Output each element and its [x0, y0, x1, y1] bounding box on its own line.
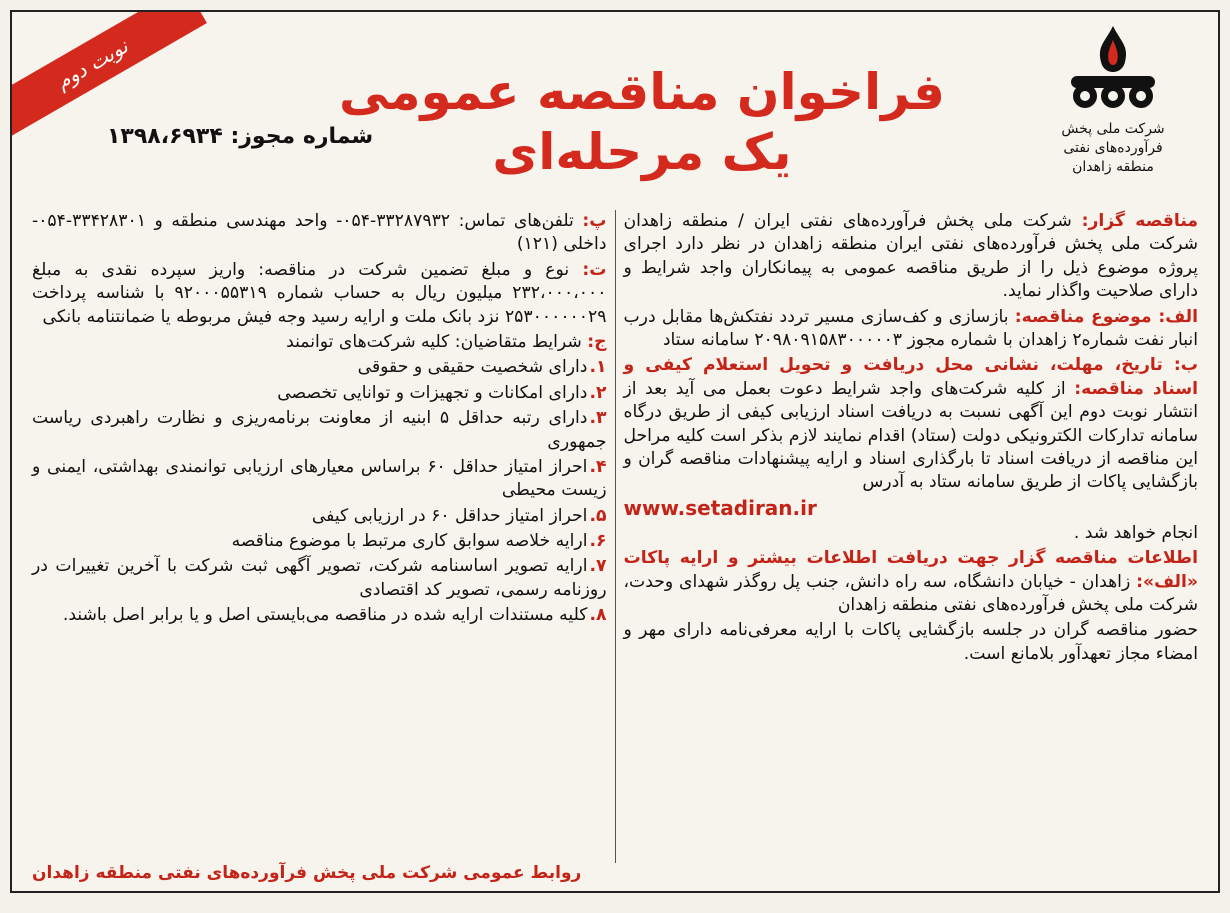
guarantee-label: ت: — [582, 259, 607, 280]
conditions-text: شرایط متقاضیان: کلیه شرکت‌های توانمند — [286, 331, 588, 352]
tenderer-paragraph — [624, 210, 1199, 304]
list-item-text: دارای شخصیت حقیقی و حقوقی — [357, 357, 588, 378]
date-label: ب: تاریخ، مهلت، نشانی محل دریافت و تحویل استعلام کیفی و اسناد مناقصه: — [623, 355, 1199, 399]
info-paragraph — [624, 547, 1199, 617]
logo-company-name: شرکت ملی پخش فرآورده‌های نفتی منطقه زاهدان — [1061, 121, 1165, 175]
list-item-text: دارای امکانات و تجهیزات و توانایی تخصصی — [277, 382, 588, 403]
list-item-text: ارایه تصویر اساسنامه شرکت، تصویر آگهی ثبت شرکت با آخرین تغییرات در روزنامه رسمی، تصویر کد اقتصادی — [32, 556, 607, 600]
page-title — [332, 62, 952, 182]
list-item-number: ۴. — [589, 456, 607, 477]
list-item-text: کلیه مستندات ارایه شده در مناقصه می‌بایستی اصل و یا برابر اصل باشند. — [62, 605, 588, 626]
right-column — [616, 210, 1207, 863]
list-item-number: ۲. — [589, 382, 607, 403]
permit-number: شماره مجوز: ۱۳۹۸،۶۹۳۴ — [107, 124, 374, 149]
list-item — [32, 530, 607, 553]
list-item — [32, 505, 607, 528]
list-item — [32, 407, 607, 454]
list-item — [32, 604, 607, 627]
list-item-text: دارای رتبه حداقل ۵ ابنیه از معاونت برنامه‌ریزی و نظارت راهبردی ریاست جمهوری — [32, 408, 607, 452]
website-link[interactable]: www.setadiran.ir — [623, 495, 817, 520]
list-item-text: احراز امتیاز حداقل ۶۰ براساس معیارهای ارزیابی توانمندی بهداشتی، ایمنی و زیست محیطی — [32, 456, 607, 501]
public-relations-footer: روابط عمومی شرکت ملی پخش فرآورده‌های نفتی منطقه زاهدان — [32, 863, 582, 883]
tender-notice — [10, 10, 1220, 893]
list-item-text: ارایه خلاصه سوابق کاری مرتبط با موضوع مناقصه — [231, 531, 588, 552]
list-item — [32, 555, 607, 602]
phone-text: تلفن‌های تماس: ۳۳۲۸۷۹۳۲-۰۵۴- واحد مهندسی منطقه و ۳۳۴۲۸۳۰۱-۰۵۴- داخلی (۱۲۱) — [32, 211, 607, 255]
tenderer-label: مناقصه گزار: — [1081, 211, 1198, 231]
info-label: اطلاعات مناقصه گزار جهت دریافت اطلاعات بیشتر و ارایه پاکات «الف»: — [623, 548, 1198, 592]
subject-label: الف: موضوع مناقصه: — [1014, 306, 1199, 327]
company-logo — [1058, 22, 1168, 177]
info-text: زاهدان - خیابان دانشگاه، سه راه دانش، جنب پل روگذر شهدای وحدت، شرکت ملی پخش فرآورده‌های نفتی منطقه زاهدان — [623, 571, 1198, 616]
list-item-number: ۸. — [589, 605, 607, 626]
subject-paragraph — [624, 306, 1199, 353]
second-publication-ribbon: نوبت دوم — [10, 10, 207, 143]
list-item — [32, 382, 607, 405]
list-item-number: ۶. — [589, 531, 607, 552]
title-line-2: یک مرحله‌ای — [492, 123, 792, 181]
date-text: از کلیه شرکت‌های واجد شرایط دعوت بعمل می آید بعد از انتشار نوبت دوم این آگهی نسبت به دریافت اسناد ارزیابی کیفی از طریق درگاه سامانه تدارکات الکترونیکی دولت (ستاد) اقدام نمایند لازم بذکر است کلیه مراحل این مناقصه از دریافت اسناد تا بارگذاری اسناد و ارایه پیشنهادات مناقصه گران و بازگشایی پاکات از طریق سامانه ستاد به آدرس — [623, 378, 1198, 493]
done-text: انجام خواهد شد . — [1073, 522, 1198, 543]
list-item — [32, 356, 607, 379]
date-paragraph — [624, 354, 1199, 545]
list-item-number: ۷. — [589, 556, 607, 577]
phone-label: پ: — [582, 211, 607, 231]
guarantee-text: نوع و مبلغ تضمین شرکت در مناقصه: واریز سپرده نقدی به مبلغ ۲۳۲،۰۰۰،۰۰۰ میلیون ریال به حساب شماره ۹۲۰۰۰۵۵۳۱۹ با شناسه پرداخت ۲۵۳۰۰۰۰۰۰۲۹ نزد بانک ملت و ارایه رسید وجه فیش مربوطه یا ضمانتنامه بانکی — [32, 259, 607, 327]
attend-paragraph: حضور مناقصه گران در جلسه بازگشایی پاکات با ارایه معرفی‌نامه دارای مهر و امضاء مجاز تعهدآور بلامانع است. — [623, 620, 1198, 664]
conditions-label: ج: — [587, 331, 607, 352]
list-item-number: ۳. — [589, 408, 607, 429]
guarantee-paragraph — [32, 259, 607, 329]
subject-text: بازسازی و کف‌سازی مسیر تردد نفتکش‌ها مقابل درب انبار نفت شماره۲ زاهدان با شماره مجوز ۲۰۹۸۰۹۱۵۸۳۰۰۰۰۰۳ سامانه ستاد — [623, 306, 1198, 350]
list-item — [32, 456, 607, 503]
list-item-number: ۵. — [589, 505, 607, 526]
list-item-number: ۱. — [589, 357, 607, 378]
conditions-paragraph — [32, 331, 607, 354]
left-column — [24, 210, 616, 863]
list-item-text: احراز امتیاز حداقل ۶۰ در ارزیابی کیفی — [311, 505, 588, 526]
flame-logo-icon — [1065, 22, 1161, 112]
body-columns — [24, 210, 1206, 863]
tenderer-text: شرکت ملی پخش فرآورده‌های نفتی ایران / منطقه زاهدان شرکت ملی پخش فرآورده‌های نفتی ایران منطقه زاهدان در نظر دارد اجرای پروژه موضوع ذیل را از طریق مناقصه عمومی به پیمانکاران واجد شرایط و دارای صلاحیت واگذار نماید. — [623, 211, 1198, 302]
phone-paragraph — [32, 210, 607, 257]
title-line-1: فراخوان مناقصه عمومی — [338, 63, 946, 121]
header — [12, 12, 1218, 202]
